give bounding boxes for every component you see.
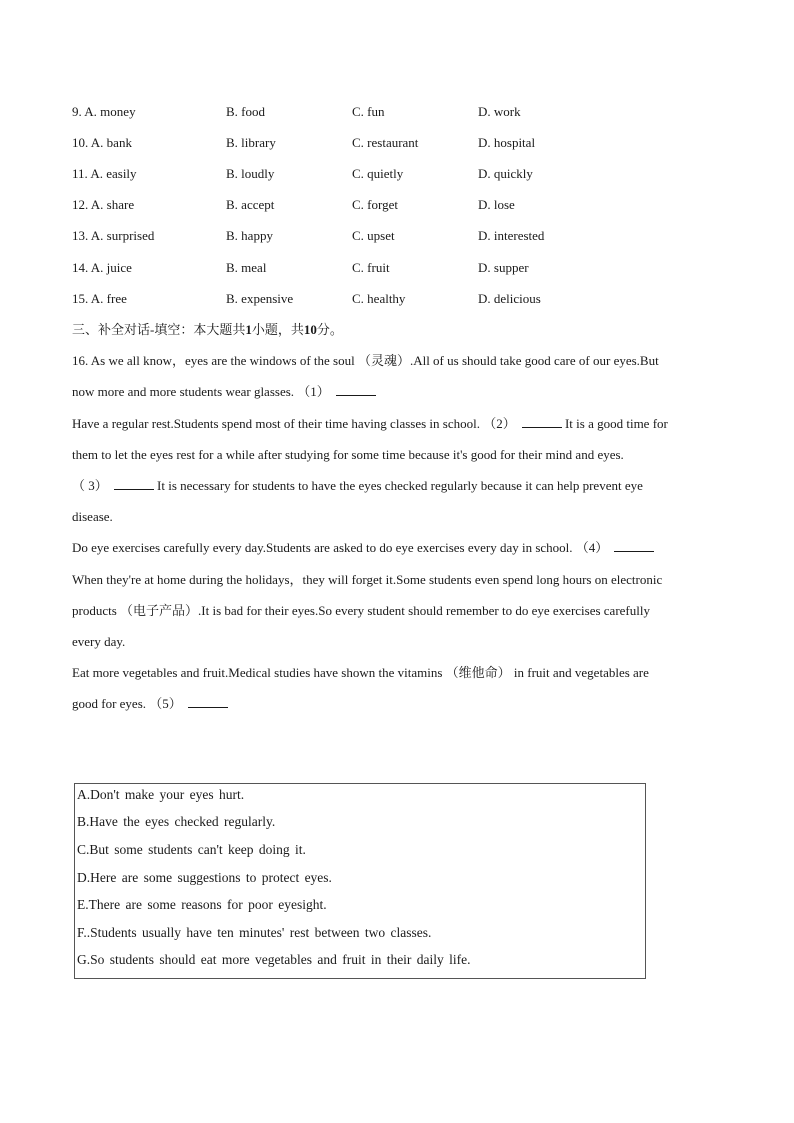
section-title-question-count: 1	[245, 322, 252, 337]
answer-option-a: A.Don't make your eyes hurt.	[77, 787, 245, 802]
option-c: C. healthy	[352, 291, 406, 306]
passage-line-7: Do eye exercises carefully every day.Students are asked to do eye exercises every day in school. （4）	[72, 538, 720, 558]
question-number-and-option-a: 9. A. money	[72, 104, 136, 119]
option-b: B. happy	[226, 228, 273, 243]
option-d: D. lose	[478, 197, 515, 212]
option-b: B. library	[226, 135, 276, 150]
option-b: B. loudly	[226, 166, 275, 181]
option-d: D. hospital	[478, 135, 536, 150]
section-title-prefix: 三、补全对话-填空：本大题共	[72, 322, 246, 337]
question-number-and-option-a: 13. A. surprised	[72, 228, 155, 243]
answer-blank-2[interactable]	[522, 415, 562, 428]
question-number-and-option-a: 10. A. bank	[72, 135, 132, 150]
answer-blank-5[interactable]	[188, 695, 228, 708]
answer-option-f: F..Students usually have ten minutes' rest between two classes.	[77, 925, 432, 940]
passage-line-2: now more and more students wear glasses. （1）	[72, 382, 720, 402]
passage-line-11: Eat more vegetables and fruit.Medical studies have shown the vitamins （维他命） in fruit and vegetables are	[72, 665, 649, 680]
answer-option-d: D.Here are some suggestions to protect eyes.	[77, 870, 332, 885]
option-c: C. fruit	[352, 260, 390, 275]
question-row-10	[72, 135, 712, 155]
option-c: C. upset	[352, 228, 395, 243]
question-number-and-option-a: 12. A. share	[72, 197, 135, 212]
answer-option-c: C.But some students can't keep doing it.	[77, 842, 306, 857]
passage-line-9: products （电子产品）.It is bad for their eyes.So every student should remember to do eye exercises carefully	[72, 603, 650, 618]
answer-option-b: B.Have the eyes checked regularly.	[77, 814, 276, 829]
passage-line-8: When they're at home during the holidays，they will forget it.Some students even spend long hours on electronic	[72, 572, 663, 587]
option-c: C. quietly	[352, 166, 404, 181]
option-c: C. forget	[352, 197, 398, 212]
option-b: B. expensive	[226, 291, 294, 306]
option-d: D. supper	[478, 260, 529, 275]
passage-line-6: disease.	[72, 509, 113, 524]
section-title-points: 10	[303, 322, 317, 337]
answer-blank-1[interactable]	[336, 383, 376, 396]
question-number-and-option-a: 14. A. juice	[72, 260, 132, 275]
answer-blank-3[interactable]	[114, 477, 154, 490]
answer-option-g: G.So students should eat more vegetables and fruit in their daily life.	[77, 952, 471, 967]
passage-line-4: them to let the eyes rest for a while after studying for some time because it's good for their mind and eyes.	[72, 447, 624, 462]
option-d: D. quickly	[478, 166, 533, 181]
question-row-14	[72, 260, 712, 280]
option-c: C. restaurant	[352, 135, 419, 150]
option-b: B. food	[226, 104, 265, 119]
answer-option-e: E.There are some reasons for poor eyesight.	[77, 897, 327, 912]
question-row-15	[72, 291, 712, 311]
question-row-12	[72, 197, 712, 217]
question-number-and-option-a: 15. A. free	[72, 291, 127, 306]
section-title-middle: 小题，共	[251, 322, 304, 337]
passage-line-10: every day.	[72, 634, 126, 649]
passage-line-5: （ 3） It is necessary for students to have the eyes checked regularly because it can help prevent eye	[72, 478, 643, 493]
passage-line-1: 16. As we all know，eyes are the windows of the soul （灵魂）.All of us should take good care of our eyes.But	[72, 353, 659, 368]
question-row-9	[72, 104, 712, 124]
section-title-suffix: 分。	[316, 322, 343, 337]
option-c: C. fun	[352, 104, 385, 119]
option-b: B. meal	[226, 260, 267, 275]
section-title	[72, 320, 720, 340]
question-row-11	[72, 166, 712, 186]
question-row-13	[72, 228, 712, 248]
passage-line-12: good for eyes. （5）	[72, 694, 720, 714]
option-d: D. delicious	[478, 291, 541, 306]
passage-line-3: Have a regular rest.Students spend most of their time having classes in school. （2） It is a good time for	[72, 416, 668, 431]
answer-options-box	[74, 783, 646, 979]
answer-blank-4[interactable]	[614, 539, 654, 552]
option-d: D. interested	[478, 228, 545, 243]
option-b: B. accept	[226, 197, 275, 212]
question-number-and-option-a: 11. A. easily	[72, 166, 137, 181]
option-d: D. work	[478, 104, 521, 119]
